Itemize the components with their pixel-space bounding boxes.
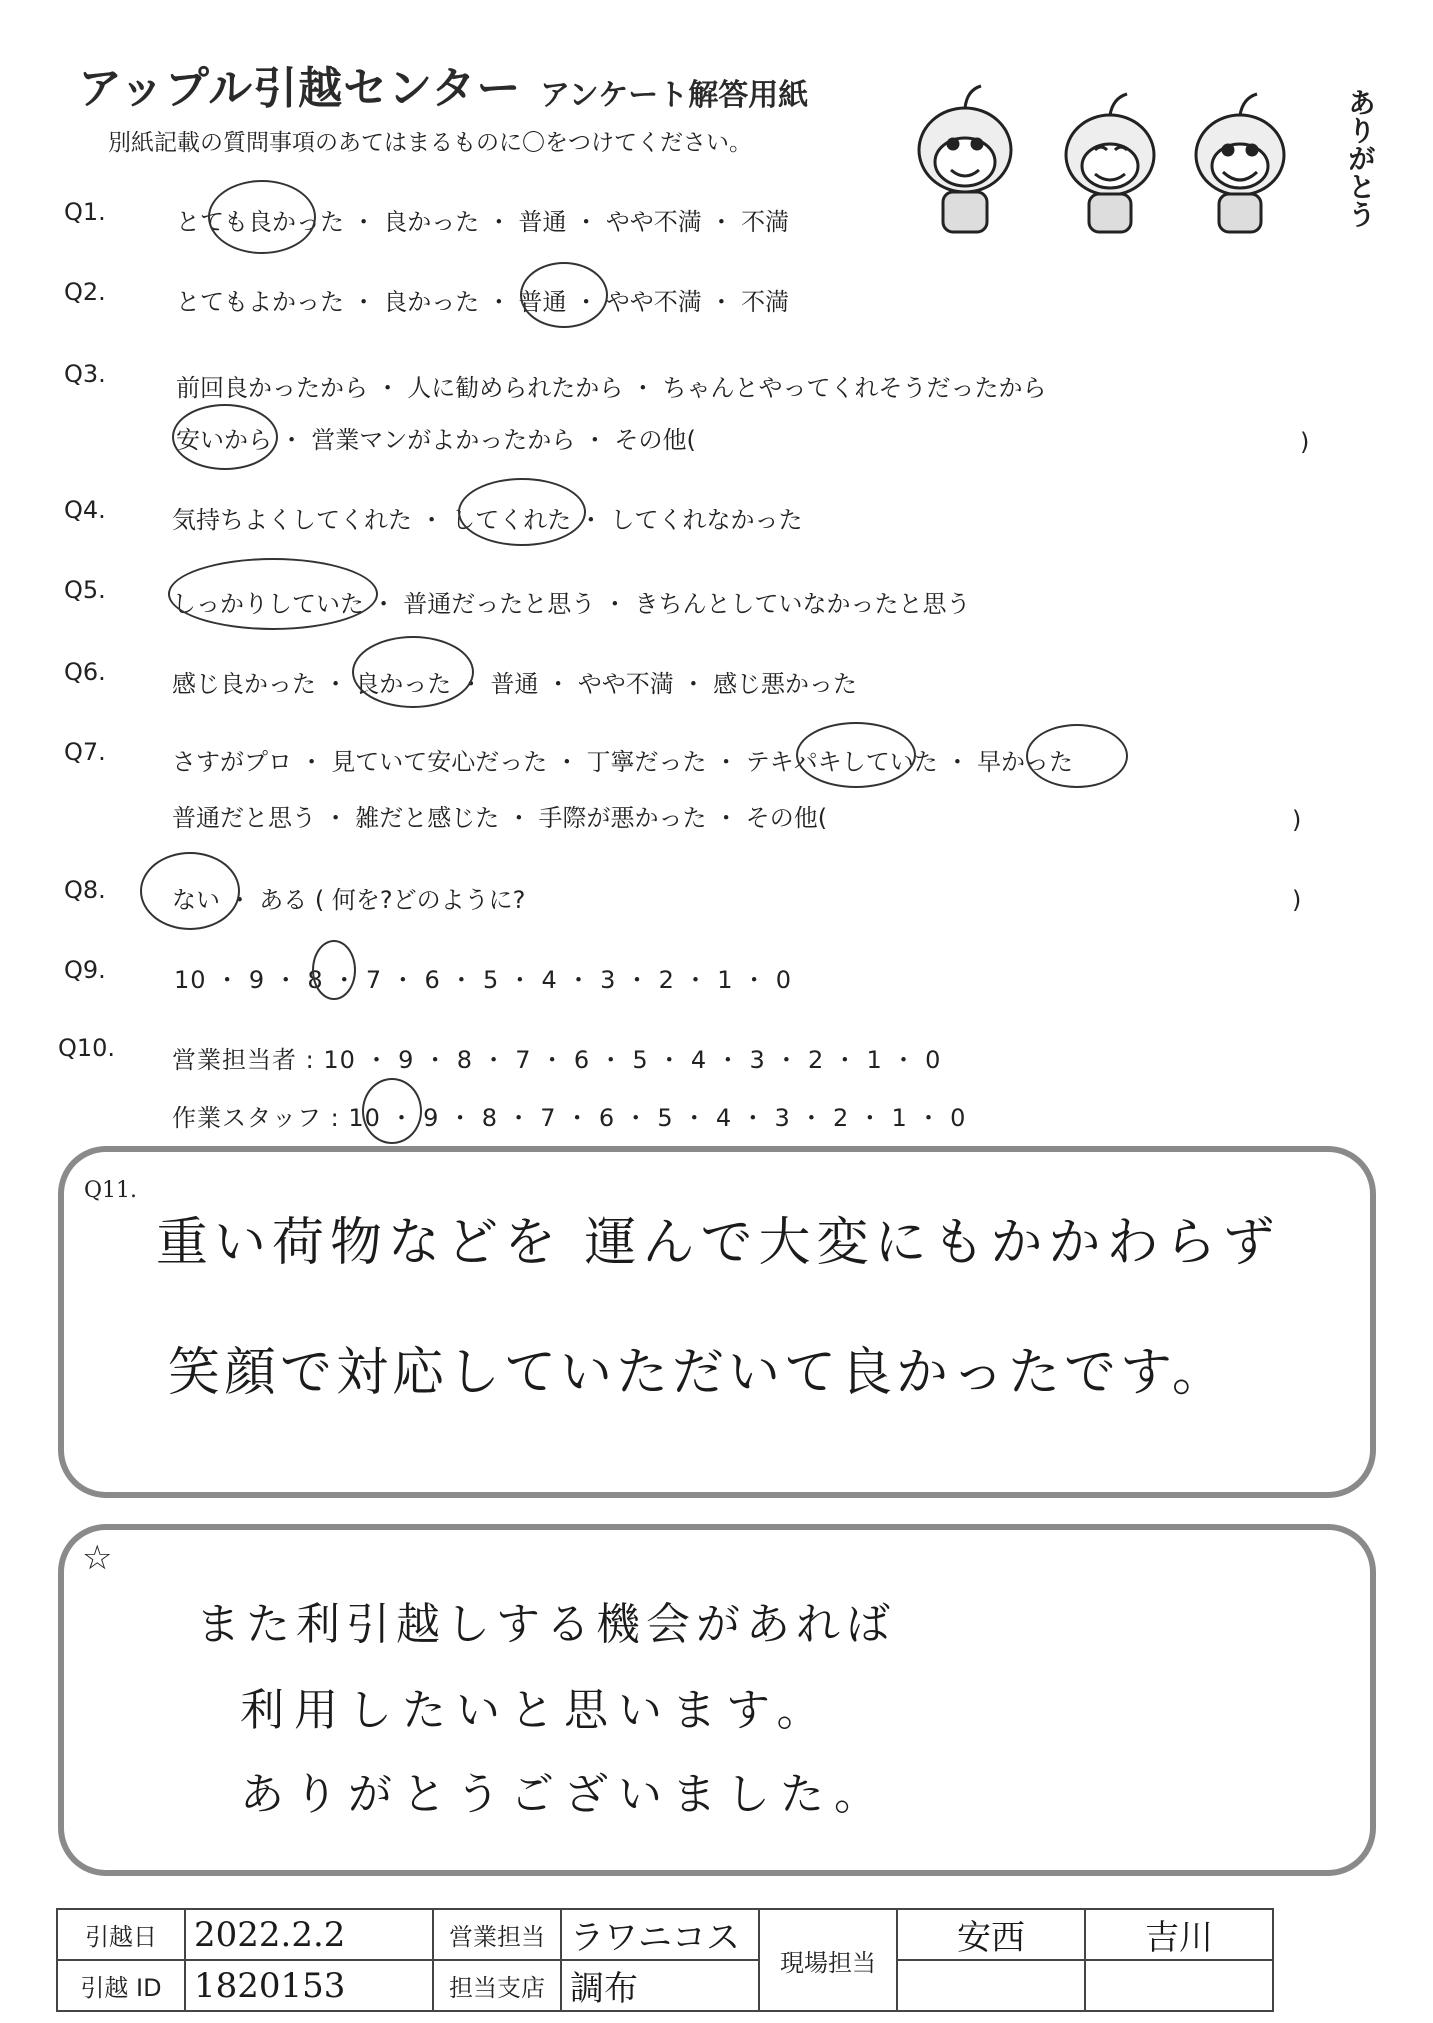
- q9-label: Q9.: [64, 956, 106, 984]
- q2-options: とてもよかった ・ 良かった ・ 普通 ・ やや不満 ・ 不満: [176, 288, 790, 316]
- q9-score[interactable]: 0: [775, 966, 793, 994]
- q6-option-4[interactable]: やや不満: [577, 670, 674, 698]
- q11-label: Q11.: [84, 1178, 138, 1203]
- q4-label: Q4.: [64, 496, 106, 524]
- q10-staff-score[interactable]: 1: [891, 1104, 908, 1132]
- q7-line2[interactable]: 普通だと思う ・ 雑だと感じた ・ 手際が悪かった ・ その他(: [172, 804, 828, 832]
- free-comment-line3: ありがとうございました。: [240, 1769, 888, 1820]
- q1-label: Q1.: [64, 198, 106, 226]
- q10-staff-score[interactable]: 4: [715, 1104, 733, 1132]
- q1-option-2[interactable]: 良かった: [383, 208, 480, 236]
- q9-score[interactable]: 1: [717, 966, 734, 994]
- q10-staff-score[interactable]: 7: [540, 1104, 557, 1132]
- q6-option-1[interactable]: 感じ良かった: [172, 670, 316, 698]
- q4-option-2[interactable]: してくれた: [451, 506, 572, 534]
- thanks-vertical-text: ありがとう: [1344, 88, 1377, 228]
- q5-label: Q5.: [64, 576, 106, 604]
- q8-option-nai[interactable]: ない: [172, 886, 220, 914]
- q10-sales-score[interactable]: 8: [456, 1046, 473, 1074]
- move-date-value: 2022.2.2: [185, 1909, 433, 1960]
- q3-line2-rest[interactable]: ・ 営業マンがよかったから ・ その他(: [279, 426, 696, 454]
- q4-option-1[interactable]: 気持ちよくしてくれた: [172, 506, 412, 534]
- q7-line1-options[interactable]: さすがプロ ・ 見ていて安心だった ・ 丁寧だった ・: [172, 748, 739, 776]
- q9-score[interactable]: 7: [365, 966, 383, 994]
- q9-score[interactable]: 4: [541, 966, 558, 994]
- q2-option-4[interactable]: やや不満: [605, 288, 702, 316]
- sales-value: ラワニコス: [561, 1909, 759, 1960]
- q4-options: 気持ちよくしてくれた ・ してくれた ・ してくれなかった: [172, 506, 803, 534]
- q10-staff-score[interactable]: 0: [950, 1104, 967, 1132]
- q1-options: とても良かった ・ 良かった ・ 普通 ・ やや不満 ・ 不満: [176, 208, 790, 236]
- form-subtitle: アンケート解答用紙: [540, 78, 809, 113]
- footer-info-table: [56, 1908, 1274, 2012]
- site-label: 現場担当: [759, 1909, 897, 2011]
- q9-score[interactable]: 6: [424, 966, 441, 994]
- q8-options: [172, 880, 525, 915]
- site-empty-cell-1: [897, 1960, 1085, 2011]
- move-id-label: 引越 ID: [57, 1960, 185, 2011]
- q7-option-tekipaki[interactable]: テキパキしていた: [745, 748, 938, 776]
- q11-comment-box: [58, 1146, 1376, 1498]
- q9-scale: 10 ・ 9 ・ 8 ・ 7 ・ 6 ・ 5 ・ 4 ・ 3 ・ 2 ・ 1 ・ 0: [174, 966, 793, 994]
- q10-staff-row: 作業スタッフ : 10 ・ 9 ・ 8 ・ 7 ・ 6 ・ 5 ・ 4 ・ 3 ・ 2 ・ 1 ・ 0: [172, 1104, 967, 1132]
- q3-line2: [176, 420, 696, 455]
- q1-option-1[interactable]: とても良かった: [176, 208, 344, 236]
- q8-label: Q8.: [64, 876, 106, 904]
- q6-option-5[interactable]: 感じ悪かった: [713, 670, 858, 698]
- q9-score[interactable]: 3: [600, 966, 617, 994]
- q10-sales-score[interactable]: 1: [866, 1046, 883, 1074]
- instruction-text: 別紙記載の質問事項のあてはまるものに〇をつけてください。: [108, 130, 752, 156]
- q6-options: 感じ良かった ・ 良かった ・ 普通 ・ やや不満 ・ 感じ悪かった: [172, 670, 858, 698]
- q1-option-5[interactable]: 不満: [741, 208, 790, 236]
- q2-label: Q2.: [64, 278, 106, 306]
- q4-option-3[interactable]: してくれなかった: [610, 506, 803, 534]
- q1-option-3[interactable]: 普通: [518, 208, 567, 236]
- q10-staff-label: 作業スタッフ :: [172, 1104, 340, 1132]
- q10-sales-score[interactable]: 3: [749, 1046, 766, 1074]
- q5-options: しっかりしていた ・ 普通だったと思う ・ きちんとしていなかったと思う: [172, 590, 971, 618]
- q6-label: Q6.: [64, 658, 106, 686]
- q10-sales-score[interactable]: 4: [690, 1046, 708, 1074]
- q10-sales-label: 営業担当者 :: [172, 1046, 315, 1074]
- q7-label: Q7.: [64, 738, 106, 766]
- q10-sales-score[interactable]: 2: [808, 1046, 825, 1074]
- move-id-value: 1820153: [185, 1960, 433, 2011]
- q10-sales-score[interactable]: 6: [573, 1046, 591, 1074]
- q10-staff-score[interactable]: 6: [598, 1104, 616, 1132]
- q3-option-cheap[interactable]: 安いから: [176, 426, 272, 454]
- q6-option-2[interactable]: 良かった: [355, 670, 452, 698]
- q8-option-aru[interactable]: ・ ある ( 何を?どのように?: [227, 886, 526, 914]
- q10-staff-score[interactable]: 2: [833, 1104, 850, 1132]
- q1-option-4[interactable]: やや不満: [605, 208, 702, 236]
- q10-staff-score[interactable]: 10: [348, 1104, 381, 1132]
- q10-sales-row: 営業担当者 : 10 ・ 9 ・ 8 ・ 7 ・ 6 ・ 5 ・ 4 ・ 3 ・ 2 ・ 1 ・ 0: [172, 1046, 942, 1074]
- free-comment-line1: また利引越しする機会があれば: [196, 1599, 896, 1650]
- q10-sales-score[interactable]: 10: [323, 1046, 356, 1074]
- q10-staff-score[interactable]: 5: [657, 1104, 674, 1132]
- q5-option-1[interactable]: しっかりしていた: [172, 590, 364, 618]
- q3-line1[interactable]: 前回良かったから ・ 人に勧められたから ・ ちゃんとやってくれそうだったから: [176, 374, 1047, 402]
- q2-option-1[interactable]: とてもよかった: [176, 288, 344, 316]
- site-value-1: 安西: [897, 1909, 1085, 1960]
- q5-option-3[interactable]: きちんとしていなかったと思う: [634, 590, 971, 618]
- q2-option-2[interactable]: 良かった: [383, 288, 480, 316]
- branch-label: 担当支店: [433, 1960, 561, 2011]
- q7-option-hayakatta[interactable]: 早かった: [977, 748, 1074, 776]
- q9-score[interactable]: 5: [483, 966, 500, 994]
- company-title: アップル引越センター: [78, 63, 522, 114]
- branch-value: 調布: [561, 1960, 759, 2011]
- q9-score[interactable]: 2: [658, 966, 675, 994]
- q6-option-3[interactable]: 普通: [490, 670, 539, 698]
- q10-sales-score[interactable]: 0: [925, 1046, 942, 1074]
- q10-label: Q10.: [58, 1034, 116, 1062]
- site-value-2: 吉川: [1085, 1909, 1273, 1960]
- q10-sales-score[interactable]: 7: [515, 1046, 532, 1074]
- star-icon: ☆: [82, 1538, 113, 1578]
- q9-score[interactable]: 8: [307, 966, 324, 994]
- q9-score[interactable]: 10: [174, 966, 207, 994]
- q11-answer-line1: 重い荷物などを 運んで大変にもかかわらず: [156, 1213, 1281, 1273]
- q10-sales-score[interactable]: 9: [398, 1046, 415, 1074]
- sales-label: 営業担当: [433, 1909, 561, 1960]
- q3-close-paren: ): [1300, 428, 1310, 456]
- q10-staff-score[interactable]: 9: [423, 1104, 440, 1132]
- q3-label: Q3.: [64, 360, 106, 388]
- q2-option-3[interactable]: 普通: [518, 288, 567, 316]
- q9-score[interactable]: 9: [248, 966, 266, 994]
- q10-sales-score[interactable]: 5: [632, 1046, 649, 1074]
- q8-close-paren: ): [1292, 886, 1302, 914]
- move-date-label: 引越日: [57, 1909, 185, 1960]
- q2-option-5[interactable]: 不満: [741, 288, 790, 316]
- q5-option-2[interactable]: 普通だったと思う: [403, 590, 596, 618]
- q10-staff-score[interactable]: 8: [481, 1104, 498, 1132]
- site-empty-cell-2: [1085, 1960, 1273, 2011]
- q7-line1: さすがプロ ・ 見ていて安心だった ・ 丁寧だった ・ テキパキしていた ・ 早かった: [172, 748, 1074, 776]
- q10-staff-score[interactable]: 3: [774, 1104, 791, 1132]
- free-comment-line2: 利用したいと思います。: [240, 1685, 831, 1736]
- q7-close-paren: ): [1292, 806, 1302, 834]
- monkey-mascot-illustration: [895, 70, 1335, 240]
- q11-answer-line2: 笑顔で対応していただいて良かったです。: [168, 1343, 1228, 1403]
